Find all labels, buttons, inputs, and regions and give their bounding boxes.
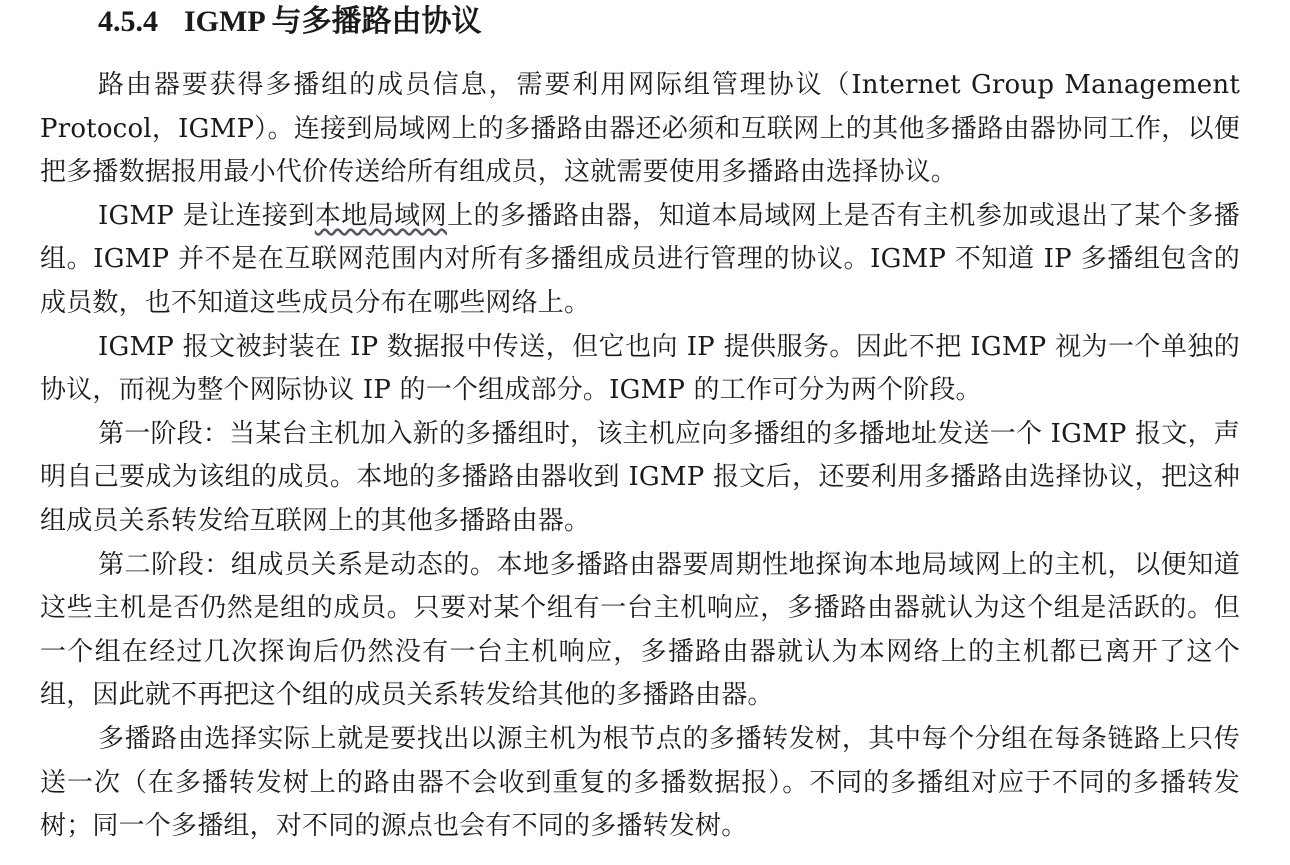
paragraph-igmp-purpose: [40, 195, 1240, 326]
paragraph-intro: 路由器要获得多播组的成员信息，需要利用网际组管理协议（Internet Group Management Protocol，IGMP）。连接到局域网上的多播路由器还必须和互联网上的其他多播路由器协同工作，以便把多播数据报用最小代价传送给所有组成员，这就需要使用多播路由选择协议。: [40, 70, 1240, 188]
paragraph-igmp-purpose-start: IGMP 是让连接到: [98, 200, 315, 231]
paragraph-stage-two: 第二阶段：组成员关系是动态的。本地多播路由器要周期性地探询本地局域网上的主机，以便知道这些主机是否仍然是组的成员。只要对某个组有一台主机响应，多播路由器就认为这个组是活跃的。但一个组在经过几次探询后仍然没有一台主机响应，多播路由器就认为本网络上的主机都已离开了这个组，因此就不再把这个组的成员关系转发给其他的多播路由器。: [40, 549, 1240, 711]
paragraph-igmp-purpose-end: 上的多播路由器，知道本局域网上是否有主机参加或退出了某个多播组。IGMP 并不是在互联网范围内对所有多播组成员进行管理的协议。IGMP 不知道 IP 多播组包含的成员数，也不知道这些成员分布在哪些网络上。: [40, 200, 1240, 318]
section-title: IGMP 与多播路由协议: [184, 5, 482, 38]
paragraph-igmp-encapsulation: IGMP 报文被封装在 IP 数据报中传送，但它也向 IP 提供服务。因此不把 IGMP 视为一个单独的协议，而视为整个网际协议 IP 的一个组成部分。IGMP 的工作可分为两个阶段。: [40, 331, 1240, 406]
section-number: 4.5.4: [98, 5, 158, 38]
paragraph-stage-one: 第一阶段：当某台主机加入新的多播组时，该主机应向多播组的多播地址发送一个 IGMP 报文，声明自己要成为该组的成员。本地的多播路由器收到 IGMP 报文后，还要利用多播路由选择协议，把这种组成员关系转发给互联网上的其他多播路由器。: [40, 418, 1240, 536]
lan-term-link[interactable]: 本地局域网: [314, 200, 448, 231]
paragraph-multicast-tree: 多播路由选择实际上就是要找出以源主机为根节点的多播转发树，其中每个分组在每条链路上只传送一次（在多播转发树上的路由器不会收到重复的多播数据报）。不同的多播组对应于不同的多播转发树；同一个多播组，对不同的源点也会有不同的多播转发树。: [40, 723, 1240, 842]
section-body: [40, 64, 1240, 849]
document-page: [40, 0, 1240, 849]
section-heading: [40, 0, 1240, 46]
